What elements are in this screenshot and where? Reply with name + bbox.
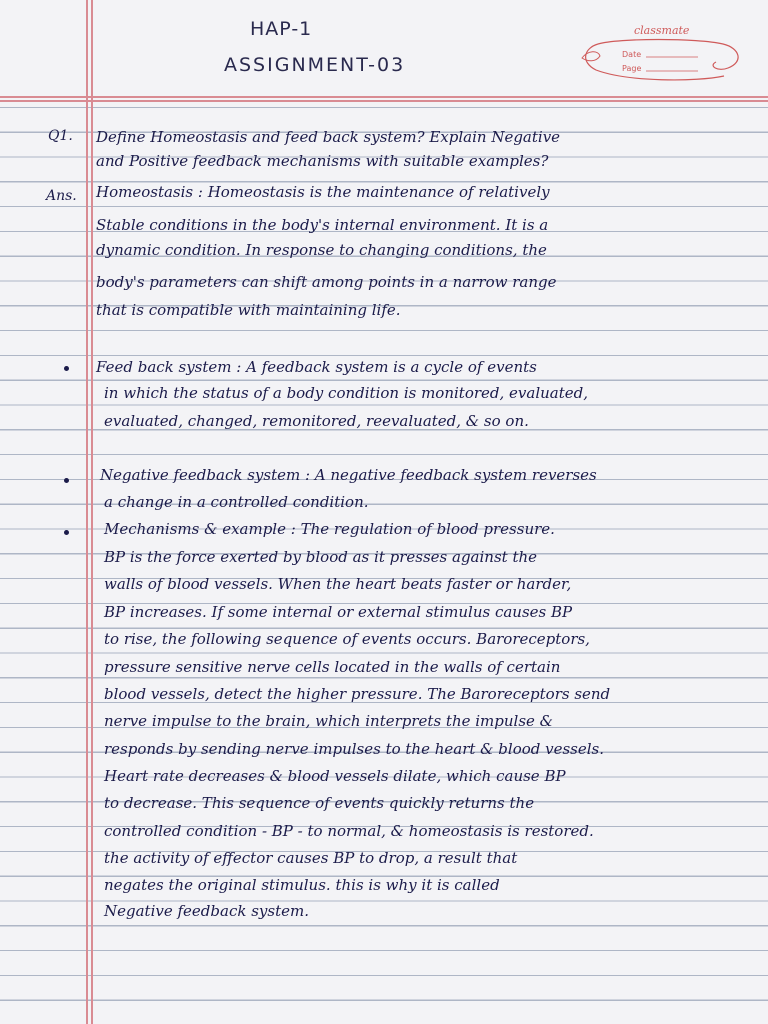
answer-line: Homeostasis : Homeostasis is the maintenance of relatively <box>96 183 550 201</box>
page-subtitle: ASSIGNMENT-03 <box>224 54 406 76</box>
question-number: Q1. <box>48 128 73 144</box>
answer-label: Ans. <box>46 188 77 204</box>
margin-line <box>86 0 88 1024</box>
mechanism-line: the activity of effector causes BP to drop, a result that <box>104 849 518 867</box>
mechanism-line: responds by sending nerve impulses to the heart & blood vessels. <box>104 740 605 758</box>
mechanism-line: nerve impulse to the brain, which interprets the impulse & <box>104 712 554 730</box>
margin-line <box>91 0 93 1024</box>
mechanism-line: Heart rate decreases & blood vessels dilate, which cause BP <box>104 767 566 785</box>
mechanism-line: blood vessels, detect the higher pressure. The Baroreceptors send <box>104 685 611 703</box>
negative-feedback-line: a change in a controlled condition. <box>104 493 369 511</box>
page-title: HAP-1 <box>250 18 313 40</box>
answer-line: Stable conditions in the body's internal environment. It is a <box>96 216 549 234</box>
mechanism-line: Negative feedback system. <box>104 902 309 920</box>
brand-name: classmate <box>634 24 690 37</box>
mechanism-line: BP is the force exerted by blood as it presses against the <box>104 548 538 566</box>
question-line: Define Homeostasis and feed back system? Explain Negative <box>96 128 561 146</box>
date-label: Date <box>622 50 642 59</box>
feedback-line: evaluated, changed, remonitored, reevaluated, & so on. <box>104 412 529 430</box>
mechanism-line: to rise, the following sequence of events occurs. Baroreceptors, <box>104 630 590 648</box>
feedback-line: Feed back system : A feedback system is a cycle of events <box>96 358 537 376</box>
negative-feedback-line: Negative feedback system : A negative feedback system reverses <box>100 466 597 484</box>
mechanism-line: BP increases. If some internal or external stimulus causes BP <box>104 603 573 621</box>
answer-line: that is compatible with maintaining life. <box>96 301 401 319</box>
question-line: and Positive feedback mechanisms with suitable examples? <box>96 152 549 170</box>
answer-line: dynamic condition. In response to changing conditions, the <box>96 241 547 259</box>
classmate-logo <box>578 24 746 90</box>
bullet <box>64 366 69 371</box>
mechanism-line: controlled condition - BP - to normal, & homeostasis is restored. <box>104 822 594 840</box>
mechanism-line: Mechanisms & example : The regulation of blood pressure. <box>104 520 555 538</box>
page-label: Page <box>622 64 642 73</box>
date-page-box-icon <box>578 36 746 86</box>
mechanism-line: to decrease. This sequence of events quickly returns the <box>104 794 535 812</box>
bullet <box>64 530 69 535</box>
header-rule <box>0 96 768 98</box>
answer-line: body's parameters can shift among points in a narrow range <box>96 273 557 291</box>
feedback-line: in which the status of a body condition is monitored, evaluated, <box>104 384 589 402</box>
header-rule <box>0 100 768 102</box>
mechanism-line: negates the original stimulus. this is why it is called <box>104 876 500 894</box>
mechanism-line: pressure sensitive nerve cells located in the walls of certain <box>104 658 561 676</box>
bullet <box>64 478 69 483</box>
mechanism-line: walls of blood vessels. When the heart beats faster or harder, <box>104 575 572 593</box>
